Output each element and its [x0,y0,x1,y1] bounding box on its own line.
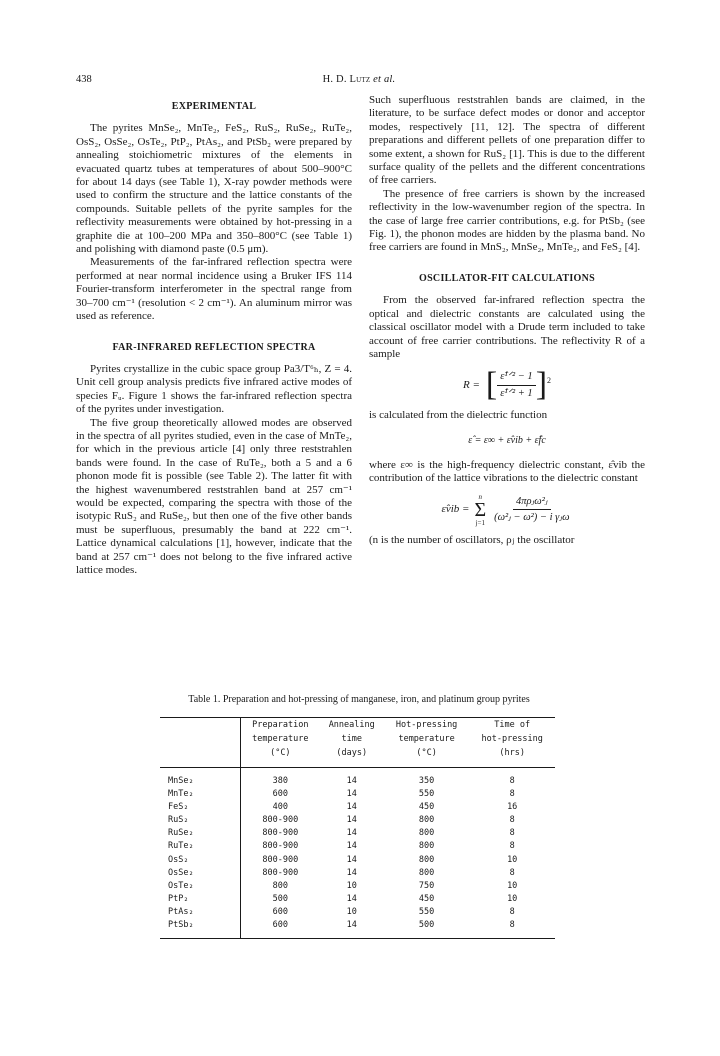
table-header-cell: (hrs) [499,748,525,758]
equation-vibrational-contribution [369,486,645,534]
compound-cell: FeS₂ [160,801,241,814]
table-header-cell: temperature [252,734,309,744]
table-row: RuTe₂ 800-900 14 800 8 [160,840,555,853]
table-row: PtSb₂ 600 14 500 8 [160,919,555,939]
table-header-cell: time [341,734,362,744]
table-row: OsS₂ 800-900 14 800 10 [160,854,555,867]
table-header-cell: Hot-pressing [384,718,470,733]
table-header-cell: Time of [469,718,555,733]
section-heading-oscillator-fit: OSCILLATOR-FIT CALCULATIONS [418,272,595,284]
eq1-exponent: 2 [547,376,552,386]
table-row: PtAs₂ 600 10 550 8 [160,906,555,919]
compound-cell: RuSe₂ [160,827,241,840]
right-column [369,94,645,547]
paragraph-right-6: (n is the number of oscillators, ρⱼ the oscillator [369,533,575,546]
running-header [76,74,642,90]
eq3-denominator: (ω²ⱼ − ω²) − i γⱼω [494,512,570,524]
equation-dielectric-function: ε̂ = ε∞ + ε̂vib + ε̂fc [468,434,546,446]
eq1-lhs: R = [462,378,480,391]
table-row: OsSe₂ 800-900 14 800 8 [160,867,555,880]
section-heading-far-infrared: FAR-INFRARED REFLECTION SPECTRA [112,341,316,353]
running-author: H. D. Lutz et al. [322,74,396,85]
compound-cell: PtP₂ [160,893,241,906]
table-header-cell: (days) [336,748,368,758]
table-caption: Table 1. Preparation and hot-pressing of manganese, iron, and platinum group pyrites [188,694,530,705]
paragraph-right-2: The presence of free carriers is shown by the increased reflectivity in the low-wavenumber region of the spectra. In the case of large free carrier contributions, e.g. for PtSb₂ (see Fig. 1), the phonon modes are hidden by the plasma band. No free carriers are found in MnS₂, MnSe₂, MnTe₂, and FeS₂ [4]. [369,187,645,254]
eq1-denominator: ε̂¹ᐟ² + 1 [500,387,533,399]
table-row: OsTe₂ 800 10 750 10 [160,880,555,893]
table-header-cell: hot-pressing [481,734,543,744]
paragraph-far-ir-2: The five group theoretically allowed modes are observed in the spectra of all pyrites studied, even in the case of MnTe₂, for which in the previous article [4] only three reststrahlen bands were found. In the case of RuTe₂, both a 5 and a 6 phonon mode fit is possible (see Table 2). The latter fit with the highest wavenumbered reststrahlen band at 257 cm⁻¹ would be expected, comparing the spectra with those of the isotypic RuS₂ and RuSe₂, but then one of the five other bands must be superfluous, presumably the band at 222 cm⁻¹. Lattice dynamical calculations [1], however, indicate that the band at 257 cm⁻¹ does not belong to the five infrared active lattice modes. [76,416,352,576]
table-header-cell: Preparation [241,718,320,733]
eq1-numerator: ε̂¹ᐟ² − 1 [497,370,535,385]
table-header-cell: (°C) [416,748,437,758]
paragraph-right-1: Such superfluous reststrahlen bands are claimed, in the literature, to be surface defect modes or donor and acceptor modes, respectively [11, 12]. The spectra of different preparations and different pellets of one preparation differ to some extent, a shown for RuS₂ [1]. This is due to the different surface quality of the pellets and the different concentrations of free carriers. [369,94,645,187]
compound-cell: MnTe₂ [160,788,241,801]
left-column [76,94,352,577]
eq3-lhs: ε̂vib = [441,502,470,515]
eq3-numerator: 4πρⱼω²ⱼ [513,495,551,510]
table-row: MnSe₂ 380 14 350 8 [160,768,555,789]
compound-cell: OsTe₂ [160,880,241,893]
preparation-table [160,717,555,939]
page-number: 438 [76,74,92,85]
paragraph-far-ir-1: Pyrites crystallize in the cubic space group Pa3/T⁶ₕ, Z = 4. Unit cell group analysis predicts five infrared active modes of species Fᵤ. Figure 1 shows the far-infrared reflection spectra of the pyrites under investigation. [76,362,352,416]
compound-cell: MnSe₂ [160,768,241,789]
compound-cell: OsS₂ [160,854,241,867]
table-row: RuS₂ 800-900 14 800 8 [160,814,555,827]
compound-cell: RuTe₂ [160,840,241,853]
paragraph-experimental-1: The pyrites MnSe₂, MnTe₂, FeS₂, RuS₂, RuSe₂, RuTe₂, OsS₂, OsSe₂, OsTe₂, PtP₂, PtAs₂, and PtSb₂ were prepared by annealing stoichiometric mixtures of the elements in evacuated quartz tubes at temperatures of about 500–900°C for about 14 days (see Table 1), X-ray powder methods were used to confirm the structure and the lattice constants of the compounds. Suitable pellets of the pyrite samples for the reflectivity measurements were obtained by hot-pressing in a graphite die at 100–200 MPa and 350–800°C (see Table 1) and polishing with diamond paste (0.5 μm). [76,122,352,256]
table-header-cell: (°C) [270,748,291,758]
paragraph-experimental-2: Measurements of the far-infrared reflection spectra were performed at near normal incidence using a Bruker IFS 114 Fourier-transform interferometer in the spectral range from 30–700 cm⁻¹ (resolution < 2 cm⁻¹). An aluminum mirror was used as reference. [76,256,352,323]
paragraph-right-3: From the observed far-infrared reflection spectra the optical and dielectric constants are calculated using the classical oscillator model with a Drude term included to take account of free carrier contributions. The reflectivity R of a sample [369,294,645,360]
section-heading-experimental: EXPERIMENTAL [171,101,257,112]
table-row: FeS₂ 400 14 450 16 [160,801,555,814]
compound-cell: PtSb₂ [160,919,241,939]
paragraph-right-4: is calculated from the dielectric function [369,409,548,422]
compound-cell: RuS₂ [160,814,241,827]
table-header-cell: Annealing [320,718,384,733]
table-row: PtP₂ 500 14 450 10 [160,893,555,906]
compound-cell: PtAs₂ [160,906,241,919]
summation-symbol: n Σ j=1 [474,492,487,527]
compound-cell: OsSe₂ [160,867,241,880]
paragraph-right-5: where ε∞ is the high-frequency dielectric constant, ε̂vib the contribution of the lattice vibrations to the dielectric constant [369,458,645,485]
table-row: RuSe₂ 800-900 14 800 8 [160,827,555,840]
table-header-cell: temperature [398,734,455,744]
equation-reflectivity: R = [ $\frac{\text{ε̂¹ᐟ² − 1}}{\text{ε̂¹ᐟ² + 1}}$ ] $^2$ [462,366,552,404]
table-row: MnTe₂ 600 14 550 8 [160,788,555,801]
